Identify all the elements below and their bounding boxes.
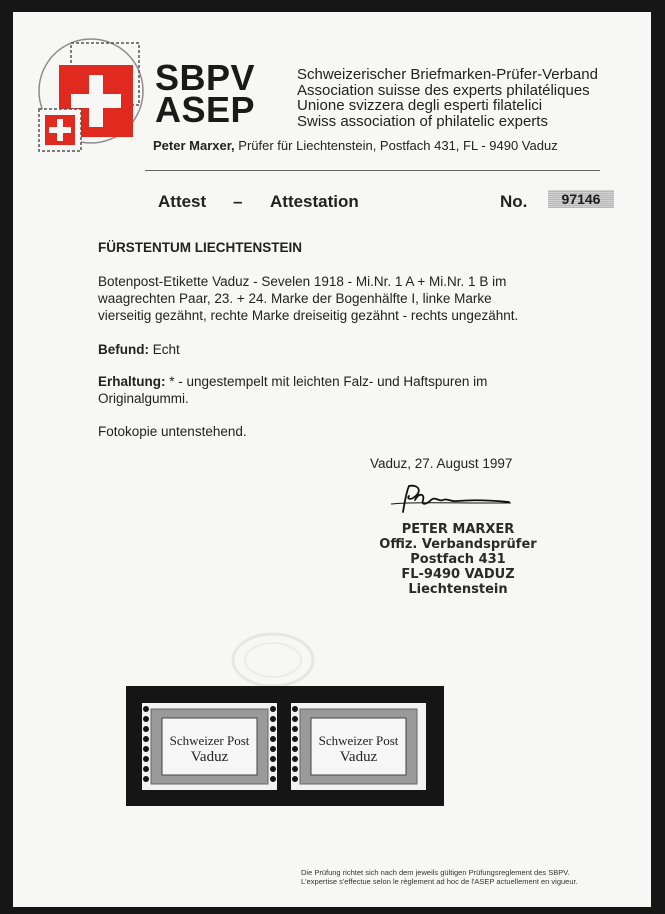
stamp-label-text: Schweizer Post: [318, 733, 399, 748]
erhaltung-value: * - ungestempelt mit leichten Falz- und Haftspuren im: [169, 374, 488, 389]
association-line: Swiss association of philatelic experts: [297, 112, 548, 130]
description-line: vierseitig gezähnt, rechte Marke dreiseitig gezähnt - rechts ungezähnt.: [98, 308, 519, 323]
certificate-number: 97146: [548, 190, 614, 208]
examiner-name: Peter Marxer,: [153, 138, 235, 153]
stamp-label-right: [291, 703, 426, 790]
examiner-line: [153, 138, 558, 153]
stamp-label-place: Vaduz: [339, 749, 378, 765]
stamp-line: Postfach 431: [410, 552, 506, 567]
header-divider: [145, 170, 600, 171]
sbpv-logo: [33, 29, 173, 169]
stamp-line: PETER MARXER: [401, 522, 515, 537]
befund-label: Befund:: [98, 342, 149, 357]
brand-line-2: ASEP: [155, 89, 256, 130]
attest-label: Attest: [158, 192, 207, 211]
handwritten-signature: [389, 482, 519, 527]
befund-row: [98, 341, 180, 358]
number-label: No.: [500, 192, 528, 211]
examiner-stamp: [363, 522, 553, 597]
erhaltung-label: Erhaltung:: [98, 374, 166, 389]
befund-value: Echt: [152, 342, 180, 357]
erhaltung-row: [98, 373, 487, 407]
country-heading: FÜRSTENTUM LIECHTENSTEIN: [98, 240, 302, 255]
place-date: Vaduz, 27. August 1997: [370, 456, 513, 471]
association-line: Association suisse des experts philatéliques: [297, 81, 590, 99]
photocopy-note: Fotokopie untenstehend.: [98, 424, 247, 439]
stamp-line: Liechtenstein: [408, 582, 508, 597]
attestation-label: Attestation: [270, 192, 359, 211]
association-line: Schweizerischer Briefmarken-Prüfer-Verband: [297, 66, 598, 83]
footer-note: [301, 868, 578, 886]
stamp-label-text: Schweizer Post: [169, 733, 250, 748]
title-dash: –: [233, 192, 243, 211]
brand-line-1: SBPV: [155, 57, 256, 98]
certificate-page: [13, 12, 651, 907]
description-line: Botenpost-Etikette Vaduz - Sevelen 1918 - Mi.Nr. 1 A + Mi.Nr. 1 B im: [98, 274, 507, 289]
stamp-label-place: Vaduz: [190, 749, 229, 765]
stamp-line: Offiz. Verbandsprüfer: [379, 537, 537, 552]
stamp-photocopy: [126, 686, 444, 806]
stamp-label-left: [142, 703, 277, 790]
description-line: waagrechten Paar, 23. + 24. Marke der Bogenhälfte I, linke Marke: [98, 291, 492, 306]
description: [98, 273, 518, 324]
footer-line: Die Prüfung richtet sich nach dem jeweils gültigen Prüfungsreglement des SBPV.: [301, 868, 570, 877]
erhaltung-value-cont: Originalgummi.: [98, 391, 189, 406]
stamp-line: FL-9490 VADUZ: [401, 567, 515, 582]
brand-name: [155, 57, 256, 130]
association-line: Unione svizzera degli esperti filatelici: [297, 97, 543, 114]
examiner-address: Prüfer für Liechtenstein, Postfach 431, FL - 9490 Vaduz: [238, 138, 558, 153]
footer-line: L'expertise s'effectue selon le règlement ad hoc de l'ASEP actuellement en vigueur.: [301, 877, 578, 886]
association-names: [297, 67, 598, 129]
